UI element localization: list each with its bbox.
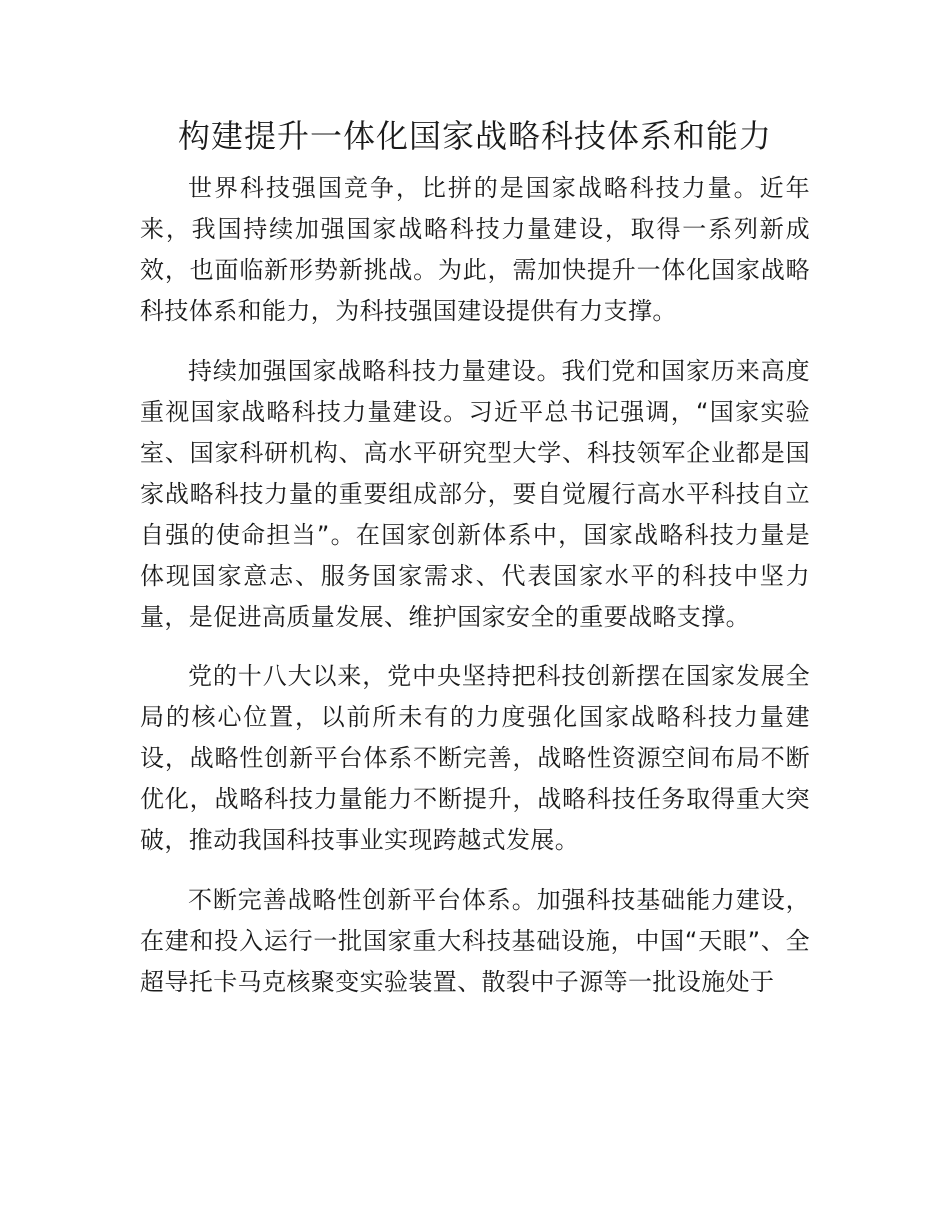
paragraph: 不断完善战略性创新平台体系。加强科技基础能力建设，在建和投入运行一批国家重大科技基础设施，中国“天眼”、全超导托卡马克核聚变实验装置、散裂中子源等一批设施处于 (140, 885, 810, 996)
paragraph: 持续加强国家战略科技力量建设。我们党和国家历来高度重视国家战略科技力量建设。习近平总书记强调，“国家实验室、国家科研机构、高水平研究型大学、科技领军企业都是国家战略科技力量的重要组成部分，要自觉履行高水平科技自立自强的使命担当”。在国家创新体系中，国家战略科技力量是体现国家意志、服务国家需求、代表国家水平的科技中坚力量，是促进高质量发展、维护国家安全的重要战略支撑。 (140, 356, 810, 631)
document-body (140, 168, 810, 1021)
paragraph: 世界科技强国竞争，比拼的是国家战略科技力量。近年来，我国持续加强国家战略科技力量建设，取得一系列新成效，也面临新形势新挑战。为此，需加快提升一体化国家战略科技体系和能力，为科技强国建设提供有力支撑。 (140, 174, 810, 325)
paragraph: 党的十八大以来，党中央坚持把科技创新摆在国家发展全局的核心位置，以前所未有的力度强化国家战略科技力量建设，战略性创新平台体系不断完善，战略性资源空间布局不断优化，战略科技力量能力不断提升，战略科技任务取得重大突破，推动我国科技事业实现跨越式发展。 (140, 662, 810, 854)
document-title: 构建提升一体化国家战略科技体系和能力 (177, 117, 772, 155)
